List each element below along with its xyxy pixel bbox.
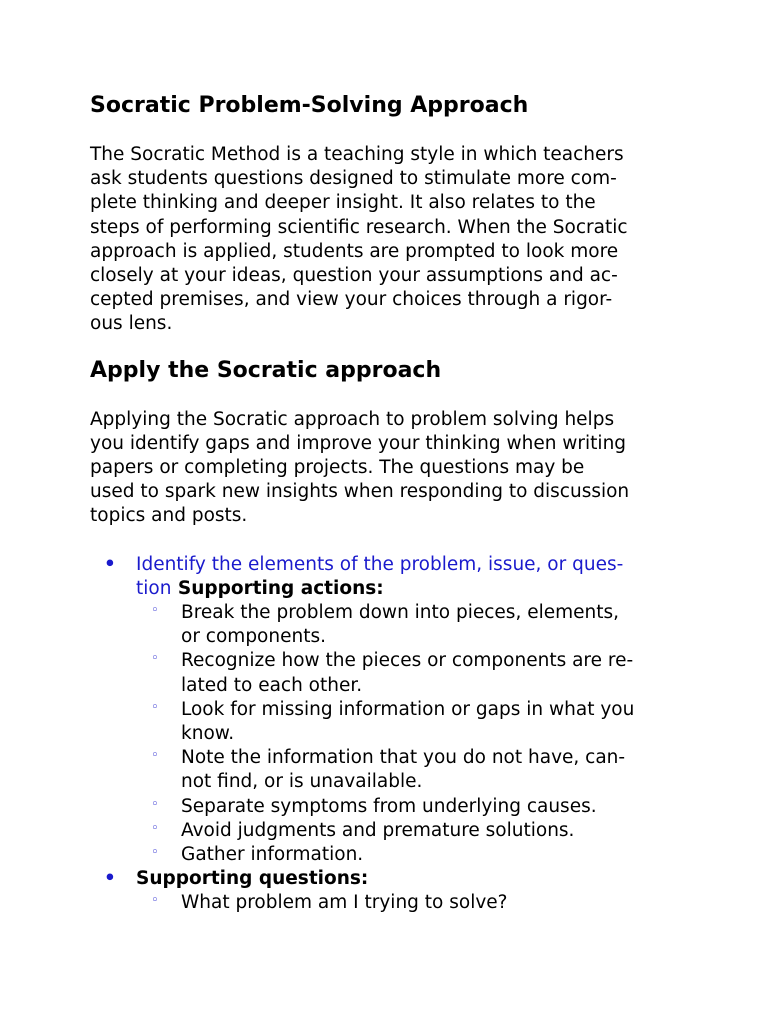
sub-list-item: [136, 891, 680, 915]
sub-bullet-icon: ◦: [151, 820, 159, 836]
sub-list-item: [136, 843, 680, 867]
supporting-actions-label: Supporting actions:: [171, 577, 384, 599]
text-line: ask students questions designed to stimulate more com-: [90, 168, 617, 190]
sub-list-item-text: Note the information that you do not have, can-: [181, 747, 626, 769]
bullet-icon: •: [104, 553, 116, 575]
sub-list-item: [136, 601, 680, 649]
page-title: Socratic Problem-Solving Approach: [90, 93, 529, 118]
sub-list-item-text: lated to each other.: [181, 674, 363, 696]
text-line: papers or completing projects. The questions may be: [90, 457, 585, 479]
sub-list-item-text: know.: [181, 723, 235, 745]
list-item-supporting-questions: [90, 867, 680, 915]
sub-bullet-icon: ◦: [151, 603, 159, 619]
sub-list-item-text: not find, or is unavailable.: [181, 771, 423, 793]
sub-list-item-text: What problem am I trying to solve?: [181, 892, 508, 914]
sub-list-item: [136, 649, 680, 697]
text-line: plete thinking and deeper insight. It also relates to the: [90, 192, 596, 214]
text-line: closely at your ideas, question your assumptions and ac-: [90, 265, 618, 287]
supporting-questions-label: Supporting questions:: [136, 868, 369, 890]
sub-bullet-icon: ◦: [151, 845, 159, 861]
text-line: Applying the Socratic approach to problem solving helps: [90, 408, 615, 430]
sub-list-item-text: Separate symptoms from underlying causes.: [181, 795, 597, 817]
steps-list: [90, 553, 680, 916]
sub-list-item-text: Recognize how the pieces or components are re-: [181, 650, 634, 672]
text-line: The Socratic Method is a teaching style in which teachers: [90, 144, 624, 165]
bullet-icon: •: [104, 868, 116, 890]
text-line: topics and posts.: [90, 505, 248, 527]
sub-bullet-icon: ◦: [151, 651, 159, 667]
sub-list-item-text: Break the problem down into pieces, elements,: [181, 602, 620, 624]
text-line: steps of performing scientific research. When the Socratic: [90, 216, 628, 238]
sub-bullet-icon: ◦: [151, 748, 159, 764]
text-line: cepted premises, and view your choices through a rigor-: [90, 289, 613, 311]
list-item-identify-elements: [90, 553, 680, 868]
section-paragraph: [90, 408, 680, 529]
section-heading: Apply the Socratic approach: [90, 357, 442, 383]
identify-elements-link[interactable]: Identify the elements of the problem, issue, or ques-: [136, 553, 624, 575]
identify-elements-link-continued[interactable]: tion: [136, 577, 172, 599]
supporting-questions-list: [136, 891, 680, 915]
sub-list-item: [136, 819, 680, 843]
text-line: you identify gaps and improve your thinking when writing: [90, 432, 627, 454]
sub-list-item: [136, 698, 680, 746]
text-line: approach is applied, students are prompted to look more: [90, 240, 619, 262]
sub-bullet-icon: ◦: [151, 893, 159, 909]
sub-list-item-text: Look for missing information or gaps in what you: [181, 698, 635, 720]
sub-list-item-text: or components.: [181, 626, 326, 648]
sub-bullet-icon: ◦: [151, 796, 159, 812]
sub-list-item-text: Gather information.: [181, 844, 364, 866]
text-line: used to spark new insights when responding to discussion: [90, 481, 630, 503]
sub-list-item: [136, 746, 680, 794]
sub-bullet-icon: ◦: [151, 699, 159, 715]
document-content: [90, 91, 680, 916]
text-line: ous lens.: [90, 313, 173, 335]
supporting-actions-list: [136, 601, 680, 867]
sub-list-item: [136, 795, 680, 819]
sub-list-item-text: Avoid judgments and premature solutions.: [181, 819, 575, 841]
intro-paragraph: [90, 143, 680, 337]
